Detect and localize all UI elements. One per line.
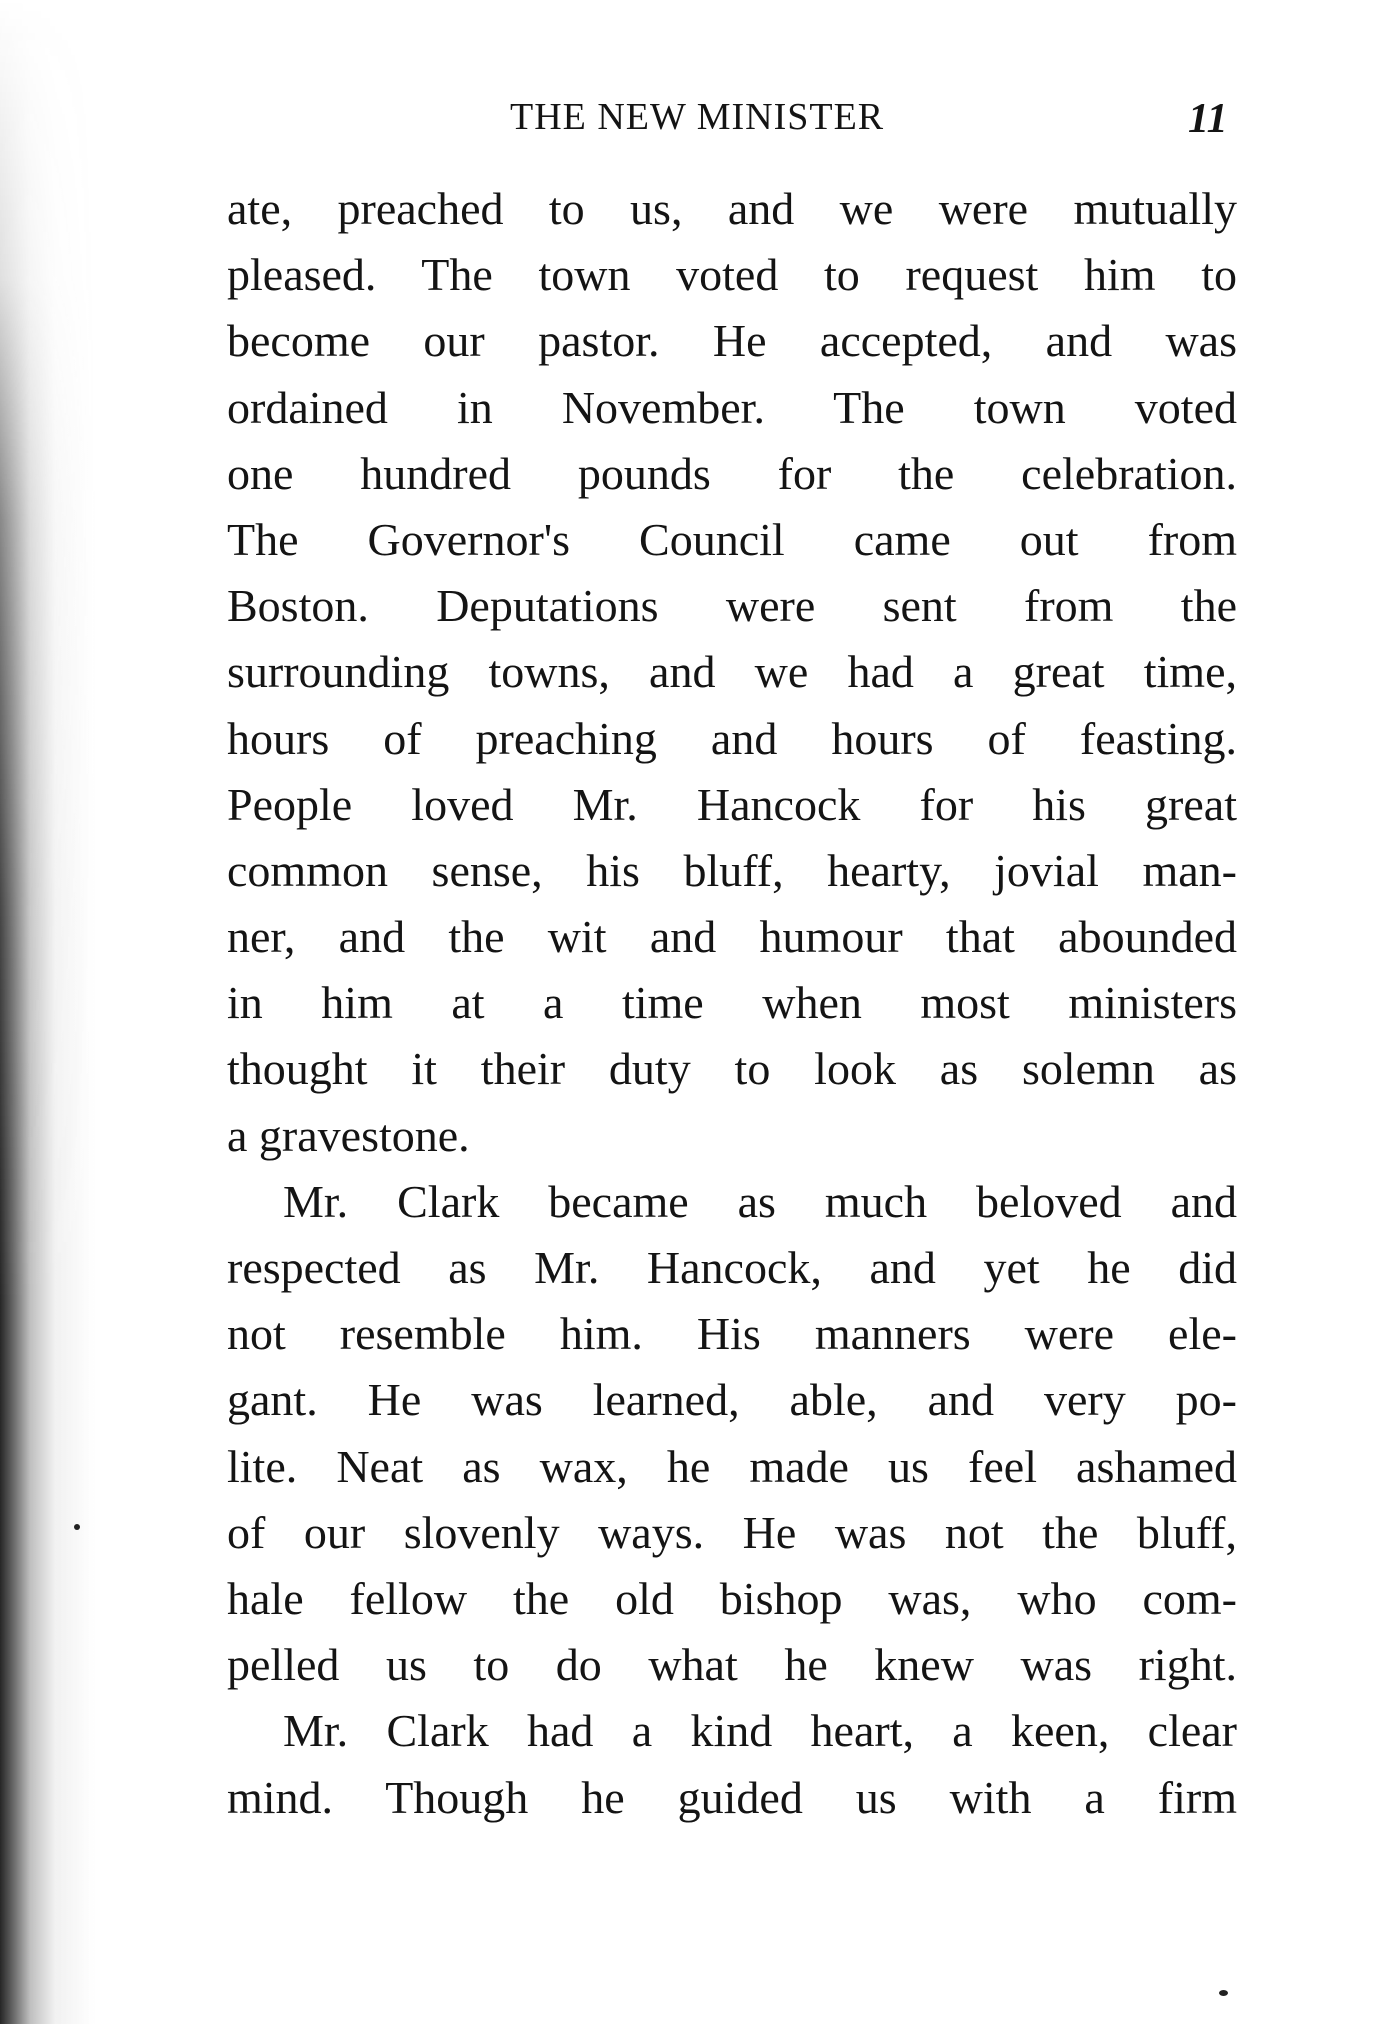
text-line: ner, and the wit and humour that abounded: [227, 911, 1237, 963]
text-line: respected as Mr. Hancock, and yet he did: [227, 1242, 1237, 1293]
body-text: [227, 176, 1237, 1831]
text-line: thought it their duty to look as solemn as: [227, 1043, 1237, 1095]
ink-speck: [74, 1524, 80, 1530]
running-title: THE NEW MINISTER: [510, 96, 885, 138]
text-line: ordained in November. The town voted: [227, 381, 1237, 433]
text-line: gant. He was learned, able, and very po-: [227, 1374, 1237, 1426]
text-line: Mr. Clark became as much beloved and: [283, 1175, 1237, 1227]
text-line: ate, preached to us, and we were mutually: [227, 183, 1237, 234]
text-line: Mr. Clark had a kind heart, a keen, clear: [283, 1705, 1237, 1757]
text-line: People loved Mr. Hancock for his great: [227, 778, 1237, 830]
text-line: The Governor's Council came out from: [227, 513, 1237, 565]
text-line: surrounding towns, and we had a great time,: [227, 646, 1237, 698]
text-line: not resemble him. His manners were ele-: [227, 1308, 1237, 1360]
text-line: a gravestone.: [227, 1109, 470, 1161]
text-line: of our slovenly ways. He was not the bluff,: [227, 1506, 1237, 1558]
page-number: 11: [1188, 96, 1228, 142]
text-line: hale fellow the old bishop was, who com-: [227, 1572, 1237, 1624]
text-line: mind. Though he guided us with a firm: [227, 1771, 1237, 1823]
text-line: become our pastor. He accepted, and was: [227, 315, 1237, 367]
text-line: one hundred pounds for the celebration.: [227, 447, 1237, 499]
text-line: pelled us to do what he knew was right.: [227, 1639, 1237, 1691]
text-line: in him at a time when most ministers: [227, 977, 1237, 1029]
ink-speck: [1219, 1990, 1228, 1996]
text-line: pleased. The town voted to request him to: [227, 249, 1237, 301]
text-line: hours of preaching and hours of feasting.: [227, 712, 1237, 764]
text-line: common sense, his bluff, hearty, jovial man-: [227, 844, 1237, 896]
scan-gutter-shadow: [0, 0, 95, 2024]
text-line: Boston. Deputations were sent from the: [227, 580, 1237, 632]
running-head: [0, 92, 1394, 142]
text-line: lite. Neat as wax, he made us feel ashamed: [227, 1440, 1237, 1492]
